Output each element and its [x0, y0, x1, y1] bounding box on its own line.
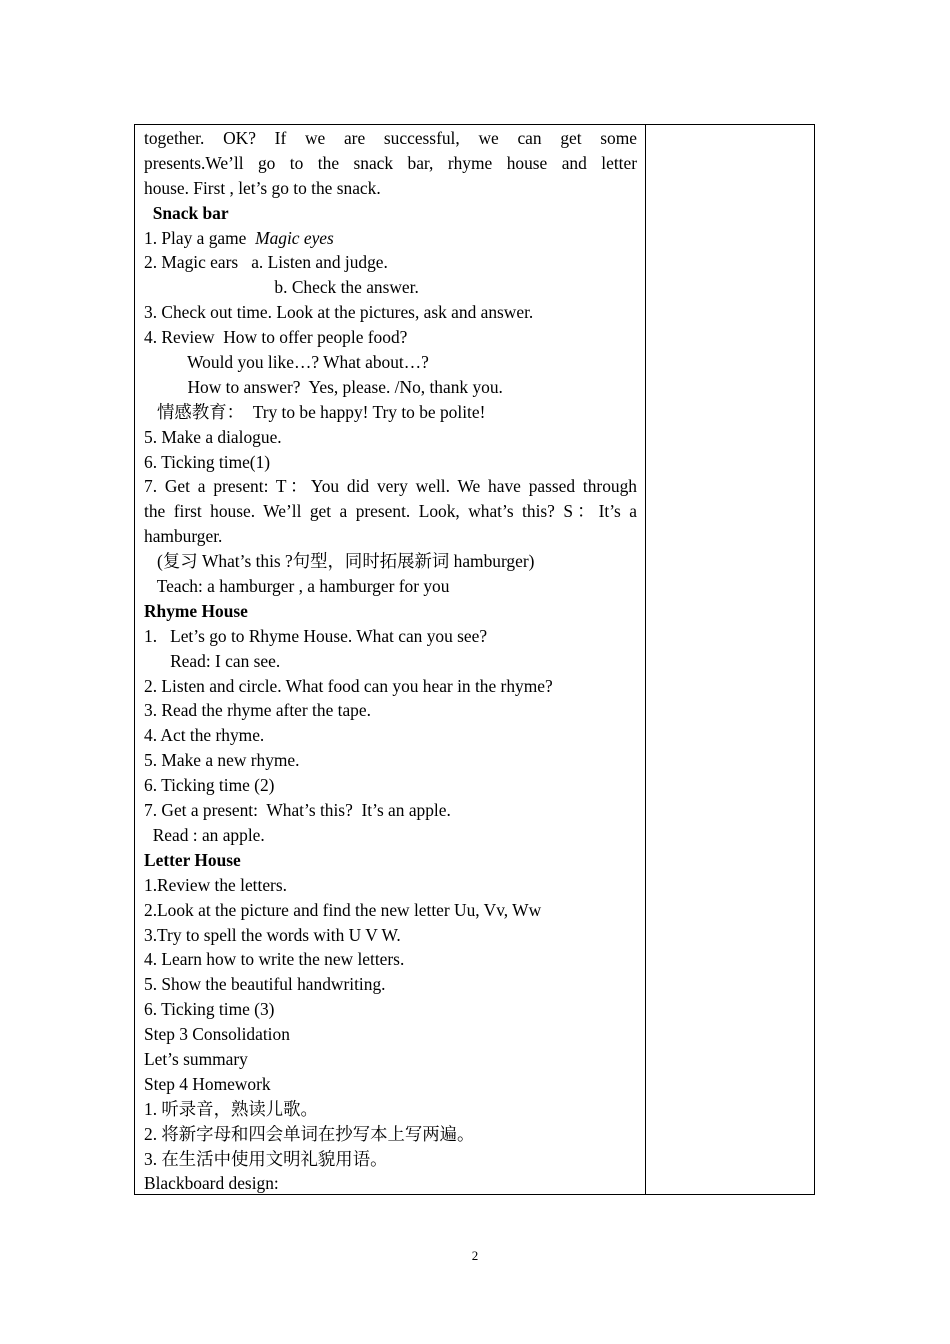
lesson-line [144, 524, 637, 549]
lesson-line [144, 1097, 637, 1122]
lesson-line-text: the first house. We’ll get a present. Look, what’s this? S：It’s a [144, 501, 637, 522]
lesson-line-text: Letter House [144, 849, 241, 870]
lesson-line-text: 7. Get a present: What’s this? It’s an apple. [144, 800, 451, 821]
lesson-line-text: 6. Ticking time (3) [144, 999, 275, 1020]
lesson-line-text: 5. Show the beautiful handwriting. [144, 974, 386, 995]
lesson-line-text: 1.Review the letters. [144, 874, 287, 895]
lesson-line [144, 1047, 637, 1072]
section-heading [144, 599, 637, 624]
lesson-line-text: Step 3 Consolidation [144, 1024, 290, 1045]
lesson-line-text: house. First , let’s go to the snack. [144, 177, 381, 198]
lesson-line [144, 972, 637, 997]
lesson-line-text: 1. Play a game [144, 227, 256, 248]
lesson-line [144, 674, 637, 699]
lesson-line-text: 2.Look at the picture and find the new letter Uu, Vv, Ww [144, 899, 542, 920]
section-heading [144, 848, 637, 873]
lesson-line [144, 798, 637, 823]
lesson-line-text: Step 4 Homework [144, 1073, 271, 1094]
lesson-line [144, 898, 637, 923]
lesson-line [144, 226, 637, 251]
lesson-line [144, 748, 637, 773]
lesson-line [144, 400, 637, 425]
lesson-line [144, 624, 637, 649]
lesson-line-text: 6. Ticking time (2) [144, 775, 275, 796]
lesson-line [144, 1171, 637, 1196]
lesson-line-text: Read : an apple. [144, 824, 265, 845]
lesson-line-text: 1. 听录音，熟读儿歌。 [144, 1098, 318, 1119]
lesson-line [144, 873, 637, 898]
lesson-line-text: 6. Ticking time(1) [144, 451, 271, 472]
lesson-line-text: 4. Review How to offer people food? [144, 327, 408, 348]
lesson-line-text: Read: I can see. [144, 650, 281, 671]
lesson-line [144, 574, 637, 599]
lesson-line [144, 723, 637, 748]
lesson-line-text: 3. 在生活中使用文明礼貌用语。 [144, 1148, 388, 1169]
lesson-line-text: 5. Make a new rhyme. [144, 750, 300, 771]
lesson-line-text: 3. Check out time. Look at the pictures, ask and answer. [144, 302, 534, 323]
lesson-line-text: 情感教育： Try to be happy! Try to be polite! [144, 401, 486, 422]
lesson-line [144, 176, 637, 201]
lesson-line-text: Would you like…? What about…? [144, 352, 429, 373]
lesson-line [144, 450, 637, 475]
lesson-line [144, 1147, 637, 1172]
lesson-line [144, 698, 637, 723]
lesson-line [144, 997, 637, 1022]
lesson-line [144, 474, 637, 499]
lesson-line-emphasis: Magic eyes [255, 227, 334, 248]
notes-cell [646, 125, 814, 1194]
lesson-line [144, 947, 637, 972]
lesson-line-text: 2. 将新字母和四会单词在抄写本上写两遍。 [144, 1123, 475, 1144]
lesson-line [144, 350, 637, 375]
lesson-line [144, 375, 637, 400]
lesson-line-text: presents.We’ll go to the snack bar, rhyme house and letter [144, 152, 637, 173]
lesson-line-text: 3. Read the rhyme after the tape. [144, 700, 371, 721]
lesson-line-text: Teach: a hamburger , a hamburger for you [144, 576, 450, 597]
lesson-line [144, 773, 637, 798]
lesson-line-text: 1. Let’s go to Rhyme House. What can you see? [144, 625, 488, 646]
page-number: 2 [471, 1248, 479, 1263]
lesson-line-text: b. Check the answer. [144, 277, 419, 298]
lesson-table [134, 124, 815, 1195]
section-heading [144, 201, 637, 226]
lesson-line [144, 151, 637, 176]
lesson-line [144, 275, 637, 300]
lesson-line-text: 5. Make a dialogue. [144, 426, 282, 447]
lesson-line-text: 2. Listen and circle. What food can you hear in the rhyme? [144, 675, 553, 696]
lesson-line [144, 499, 637, 524]
lesson-line [144, 823, 637, 848]
lesson-line-text: hamburger. [144, 526, 223, 547]
lesson-line [144, 250, 637, 275]
lesson-line [144, 126, 637, 151]
lesson-line-text: 4. Learn how to write the new letters. [144, 949, 405, 970]
lesson-line [144, 549, 637, 574]
lesson-line-text: (复习 What’s this ?句型，同时拓展新词 hamburger) [144, 551, 535, 572]
lesson-line-text: How to answer? Yes, please. /No, thank you. [144, 376, 503, 397]
lesson-line-text: 7. Get a present: T：You did very well. We have passed through [144, 476, 637, 497]
lesson-line [144, 1122, 637, 1147]
lesson-line-text: 4. Act the rhyme. [144, 725, 265, 746]
lesson-line-text: Rhyme House [144, 600, 248, 621]
lesson-line-text: together. OK? If we are successful, we can get some [144, 128, 637, 148]
lesson-line [144, 649, 637, 674]
lesson-line [144, 1022, 637, 1047]
lesson-line-text: Let’s summary [144, 1048, 248, 1069]
lesson-line [144, 923, 637, 948]
lesson-line [144, 325, 637, 350]
lesson-line [144, 1072, 637, 1097]
lesson-line-text: Blackboard design: [144, 1173, 279, 1194]
lesson-line-text: Snack bar [144, 202, 229, 223]
lesson-line [144, 425, 637, 450]
lesson-line-text: 3.Try to spell the words with U V W. [144, 924, 401, 945]
lesson-line [144, 300, 637, 325]
lesson-line-text: 2. Magic ears a. Listen and judge. [144, 252, 388, 273]
lesson-plan-cell [144, 126, 637, 1196]
